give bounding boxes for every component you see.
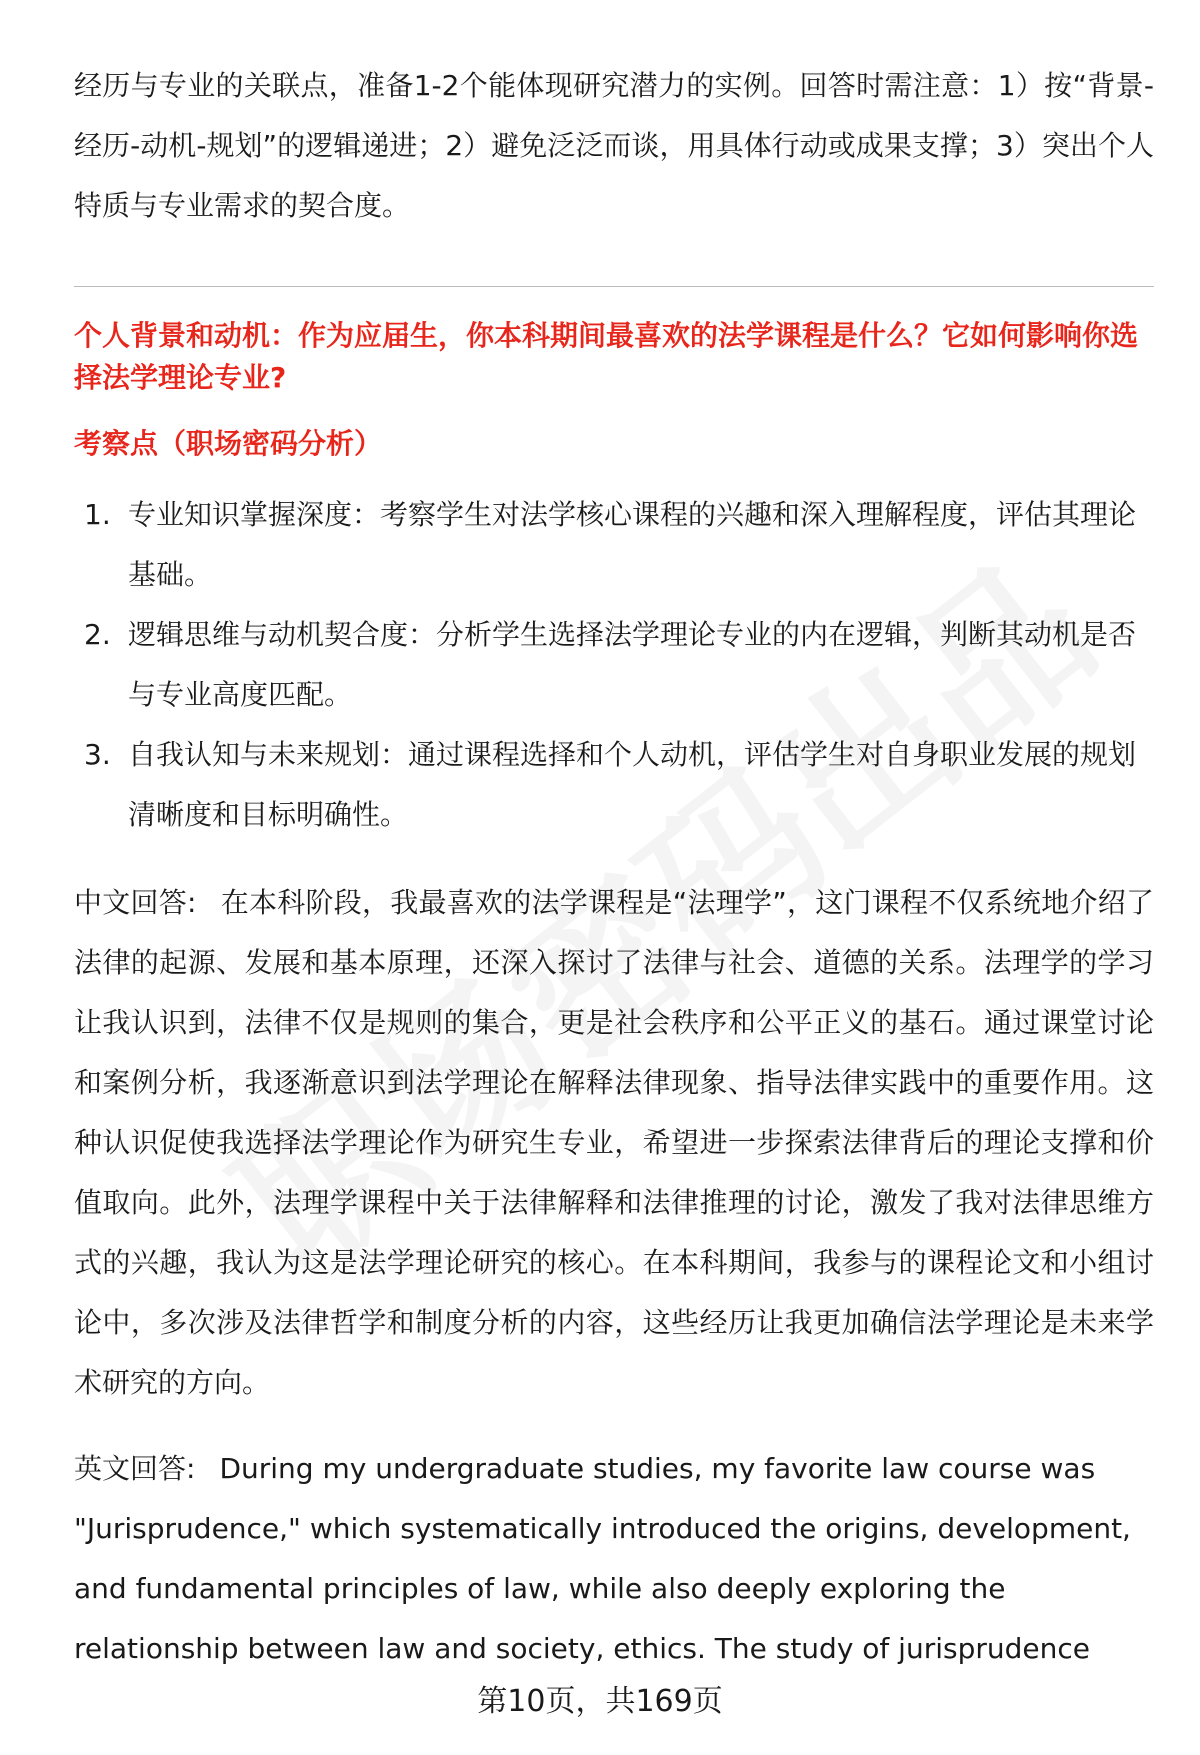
section-title: 考察点（职场密码分析） [74, 427, 383, 460]
document-page [74, 56, 1154, 1679]
english-answer-label: 英文回答: [74, 1452, 196, 1485]
list-item-number: 3. [84, 738, 111, 771]
chinese-answer [74, 873, 1154, 1413]
chinese-answer-text: 在本科阶段，我最喜欢的法学课程是“法理学”，这门课程不仅系统地介绍了法律的起源、发展和基本原理，还深入探讨了法律与社会、道德的关系。法理学的学习让我认识到，法律不仅是规则的集合，更是社会秩序和公平正义的基石。通过课堂讨论和案例分析，我逐渐意识到法学理论在解释法律现象、指导法律实践中的重要作用。这种认识促使我选择法学理论作为研究生专业，希望进一步探索法律背后的理论支撑和价值取向。此外，法理学课程中关于法律解释和法律推理的讨论，激发了我对法律思维方式的兴趣，我认为这是法学理论研究的核心。在本科期间，我参与的课程论文和小组讨论中，多次涉及法律哲学和制度分析的内容，这些经历让我更加确信法学理论是未来学术研究的方向。 [74, 886, 1155, 1399]
list-item-text: 专业知识掌握深度：考察学生对法学核心课程的兴趣和深入理解程度，评估其理论基础。 [128, 498, 1137, 591]
assessment-points-list [74, 485, 1154, 845]
list-item-text: 逻辑思维与动机契合度：分析学生选择法学理论专业的内在逻辑，判断其动机是否与专业高度匹配。 [128, 618, 1137, 711]
section-divider [74, 286, 1154, 287]
page-footer: 第10页，共169页 [477, 1684, 723, 1719]
list-item [74, 725, 1154, 845]
intro-paragraph: 经历与专业的关联点，准备1-2个能体现研究潜力的实例。回答时需注意：1）按“背景-经历-动机-规划”的逻辑递进；2）避免泛泛而谈，用具体行动或成果支撑；3）突出个人特质与专业需求的契合度。 [74, 69, 1154, 222]
list-item-number: 2. [84, 618, 111, 651]
english-answer [74, 1439, 1154, 1679]
english-answer-text: During my undergraduate studies, my favorite law course was "Jurisprudence," which systematically introduced the origins, development, and fundamental principles of law, while also deeply exploring the relationship between law and society, ethics. The study of jurisprudence [74, 1452, 1131, 1665]
list-item-text: 自我认知与未来规划：通过课程选择和个人动机，评估学生对自身职业发展的规划清晰度和目标明确性。 [128, 738, 1137, 831]
list-item [74, 485, 1154, 605]
list-item-number: 1. [84, 498, 111, 531]
chinese-answer-label: 中文回答: [74, 886, 197, 919]
list-item [74, 605, 1154, 725]
question-heading: 个人背景和动机：作为应届生，你本科期间最喜欢的法学课程是什么？它如何影响你选择法学理论专业? [74, 319, 1139, 394]
